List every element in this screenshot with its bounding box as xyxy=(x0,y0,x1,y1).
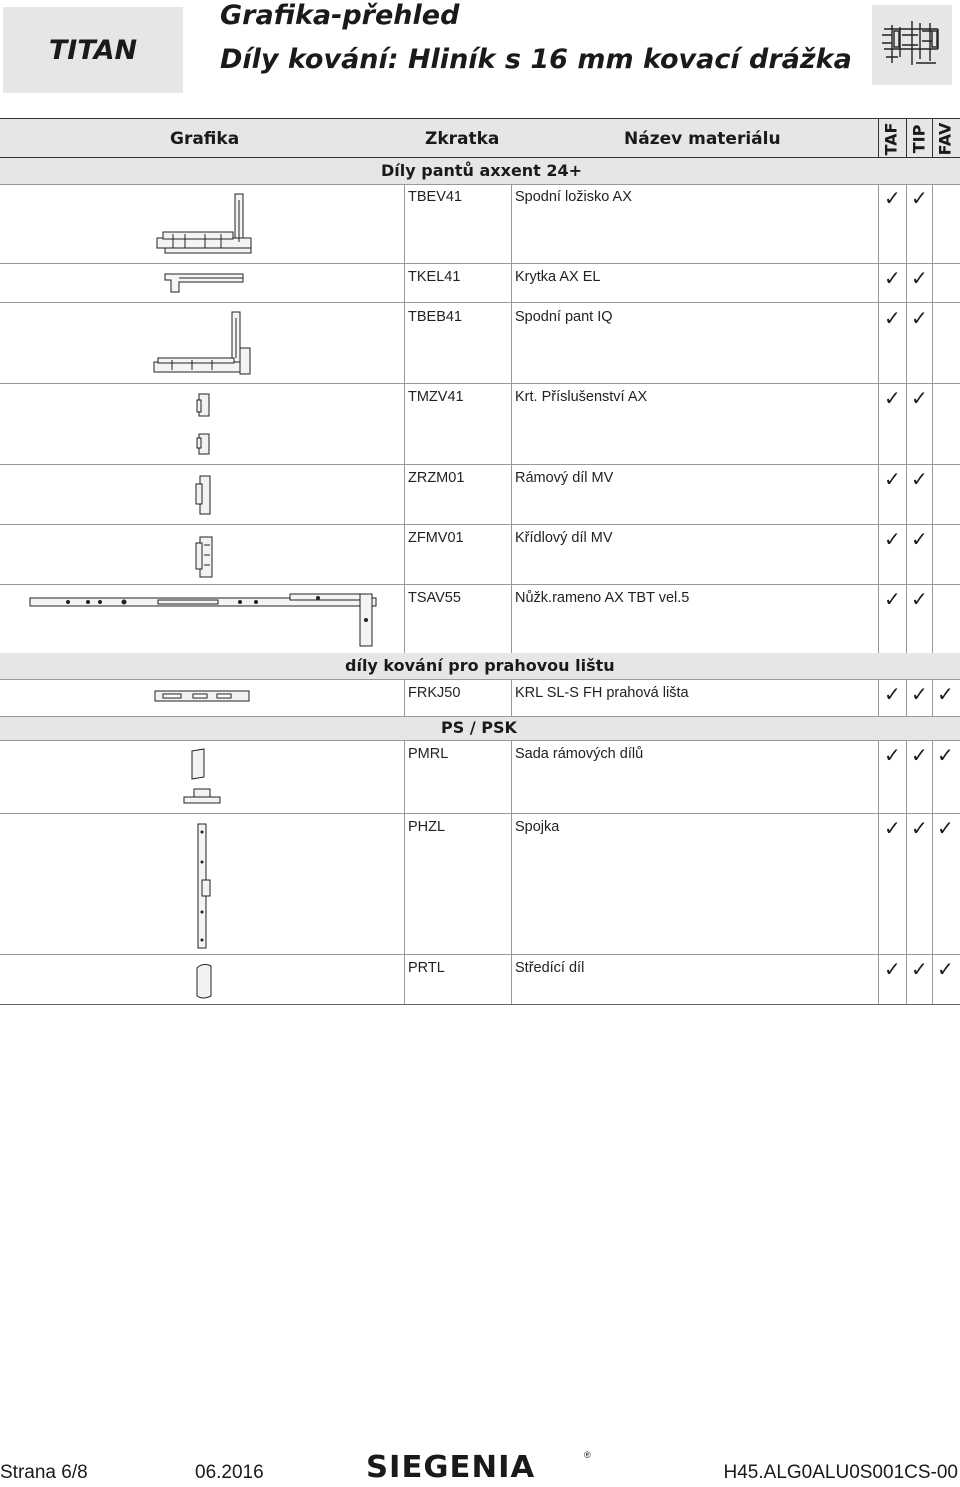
logo-text: SIEGENIA xyxy=(366,1450,536,1485)
row-name: Spodní ložisko AX xyxy=(515,189,632,205)
section-ps-psk xyxy=(0,716,960,741)
col-taf: TAF xyxy=(881,122,901,156)
siegenia-logo xyxy=(366,1452,596,1486)
grid-line xyxy=(0,954,960,955)
header-divider xyxy=(932,118,933,158)
row-name: Spodní pant IQ xyxy=(515,309,613,325)
grid-line xyxy=(0,383,960,384)
row-code: FRKJ50 xyxy=(408,685,461,701)
centering-part-graphic xyxy=(193,962,215,1005)
check-taf: ✓ xyxy=(884,743,901,767)
frame-set-graphic xyxy=(180,747,224,812)
grid-line xyxy=(404,741,405,1004)
row-code: TBEB41 xyxy=(408,309,462,325)
check-taf: ✓ xyxy=(884,527,901,551)
grid-line xyxy=(906,185,907,653)
grid-line xyxy=(878,741,879,1004)
col-code: Zkratka xyxy=(425,129,500,149)
check-taf: ✓ xyxy=(884,386,901,410)
grid-line xyxy=(404,680,405,716)
page-title: Grafika-přehled xyxy=(220,0,460,31)
brand-box xyxy=(3,7,183,93)
row-code: ZRZM01 xyxy=(408,470,465,486)
grid-line xyxy=(932,185,933,653)
col-tip: TIP xyxy=(909,124,929,154)
footer-date: 06.2016 xyxy=(195,1462,264,1483)
sash-part-graphic xyxy=(194,535,216,584)
header-divider xyxy=(906,118,907,158)
row-code: TBEV41 xyxy=(408,189,462,205)
check-tip: ✓ xyxy=(911,306,928,330)
grid-line xyxy=(0,813,960,814)
check-tip: ✓ xyxy=(911,816,928,840)
grid-line xyxy=(511,680,512,716)
grid-line xyxy=(878,185,879,653)
accessory-graphic xyxy=(195,392,215,463)
window-profile-icon xyxy=(872,5,952,85)
check-taf: ✓ xyxy=(884,186,901,210)
brand-label: TITAN xyxy=(48,34,138,66)
check-fav: ✓ xyxy=(937,816,954,840)
frame-part-graphic xyxy=(194,474,214,521)
row-name: Rámový díl MV xyxy=(515,470,614,486)
check-tip: ✓ xyxy=(911,957,928,981)
check-tip: ✓ xyxy=(911,186,928,210)
row-name: Středící díl xyxy=(515,960,585,976)
row-code: ZFMV01 xyxy=(408,530,464,546)
row-code: PHZL xyxy=(408,819,446,835)
page-subtitle: Díly kování: Hliník s 16 mm kovací drážka xyxy=(220,44,852,75)
check-taf: ✓ xyxy=(884,816,901,840)
threshold-rail-graphic xyxy=(153,687,253,712)
grid-line xyxy=(511,741,512,1004)
row-name: Křídlový díl MV xyxy=(515,530,613,546)
grid-line xyxy=(0,464,960,465)
grid-line xyxy=(0,584,960,585)
check-tip: ✓ xyxy=(911,682,928,706)
hinge-graphic xyxy=(152,308,254,383)
row-name: Krytka AX EL xyxy=(515,269,601,285)
footer-doc-code: H45.ALG0ALU0S001CS-00 xyxy=(723,1462,958,1483)
row-code: PMRL xyxy=(408,746,449,762)
check-tip: ✓ xyxy=(911,743,928,767)
check-tip: ✓ xyxy=(911,587,928,611)
section-hinge-parts xyxy=(0,158,960,185)
grid-line xyxy=(0,716,960,717)
row-name: Sada rámových dílů xyxy=(515,746,644,762)
check-taf: ✓ xyxy=(884,957,901,981)
section-title: Díly pantů axxent 24+ xyxy=(381,161,583,180)
check-tip: ✓ xyxy=(911,527,928,551)
check-tip: ✓ xyxy=(911,467,928,491)
grid-line xyxy=(932,680,933,716)
row-name: Krt. Příslušenství AX xyxy=(515,389,648,405)
grid-line xyxy=(906,741,907,1004)
check-tip: ✓ xyxy=(911,266,928,290)
check-taf: ✓ xyxy=(884,266,901,290)
row-code: PRTL xyxy=(408,960,445,976)
row-name: Spojka xyxy=(515,819,560,835)
check-taf: ✓ xyxy=(884,682,901,706)
row-code: TKEL41 xyxy=(408,269,461,285)
check-tip: ✓ xyxy=(911,386,928,410)
header-divider xyxy=(878,118,879,158)
grid-line xyxy=(0,302,960,303)
check-fav: ✓ xyxy=(937,957,954,981)
grid-line xyxy=(404,185,405,653)
col-name: Název materiálu xyxy=(624,129,781,149)
section-threshold-parts xyxy=(0,653,960,680)
row-name: Nůžk.rameno AX TBT vel.5 xyxy=(515,590,690,606)
cover-graphic xyxy=(163,268,247,301)
col-fav: FAV xyxy=(935,122,955,156)
section-title: díly kování pro prahovou lištu xyxy=(345,656,615,675)
check-taf: ✓ xyxy=(884,306,901,330)
grid-line xyxy=(906,680,907,716)
grid-line xyxy=(0,524,960,525)
grid-line xyxy=(932,741,933,1004)
row-code: TSAV55 xyxy=(408,590,461,606)
footer-page: Strana 6/8 xyxy=(0,1462,88,1483)
col-graphic: Grafika xyxy=(170,129,240,149)
check-taf: ✓ xyxy=(884,587,901,611)
grid-line xyxy=(511,185,512,653)
table-header xyxy=(0,118,960,158)
bearing-graphic xyxy=(155,192,255,265)
registered-mark: ® xyxy=(584,1450,591,1460)
row-name: KRL SL-S FH prahová lišta xyxy=(515,685,689,701)
check-fav: ✓ xyxy=(937,682,954,706)
section-title: PS / PSK xyxy=(441,718,517,737)
scissor-arm-graphic xyxy=(28,590,380,653)
grid-line xyxy=(0,1004,960,1005)
check-fav: ✓ xyxy=(937,743,954,767)
row-code: TMZV41 xyxy=(408,389,464,405)
coupling-graphic xyxy=(192,822,216,955)
grid-line xyxy=(0,263,960,264)
check-taf: ✓ xyxy=(884,467,901,491)
grid-line xyxy=(878,680,879,716)
